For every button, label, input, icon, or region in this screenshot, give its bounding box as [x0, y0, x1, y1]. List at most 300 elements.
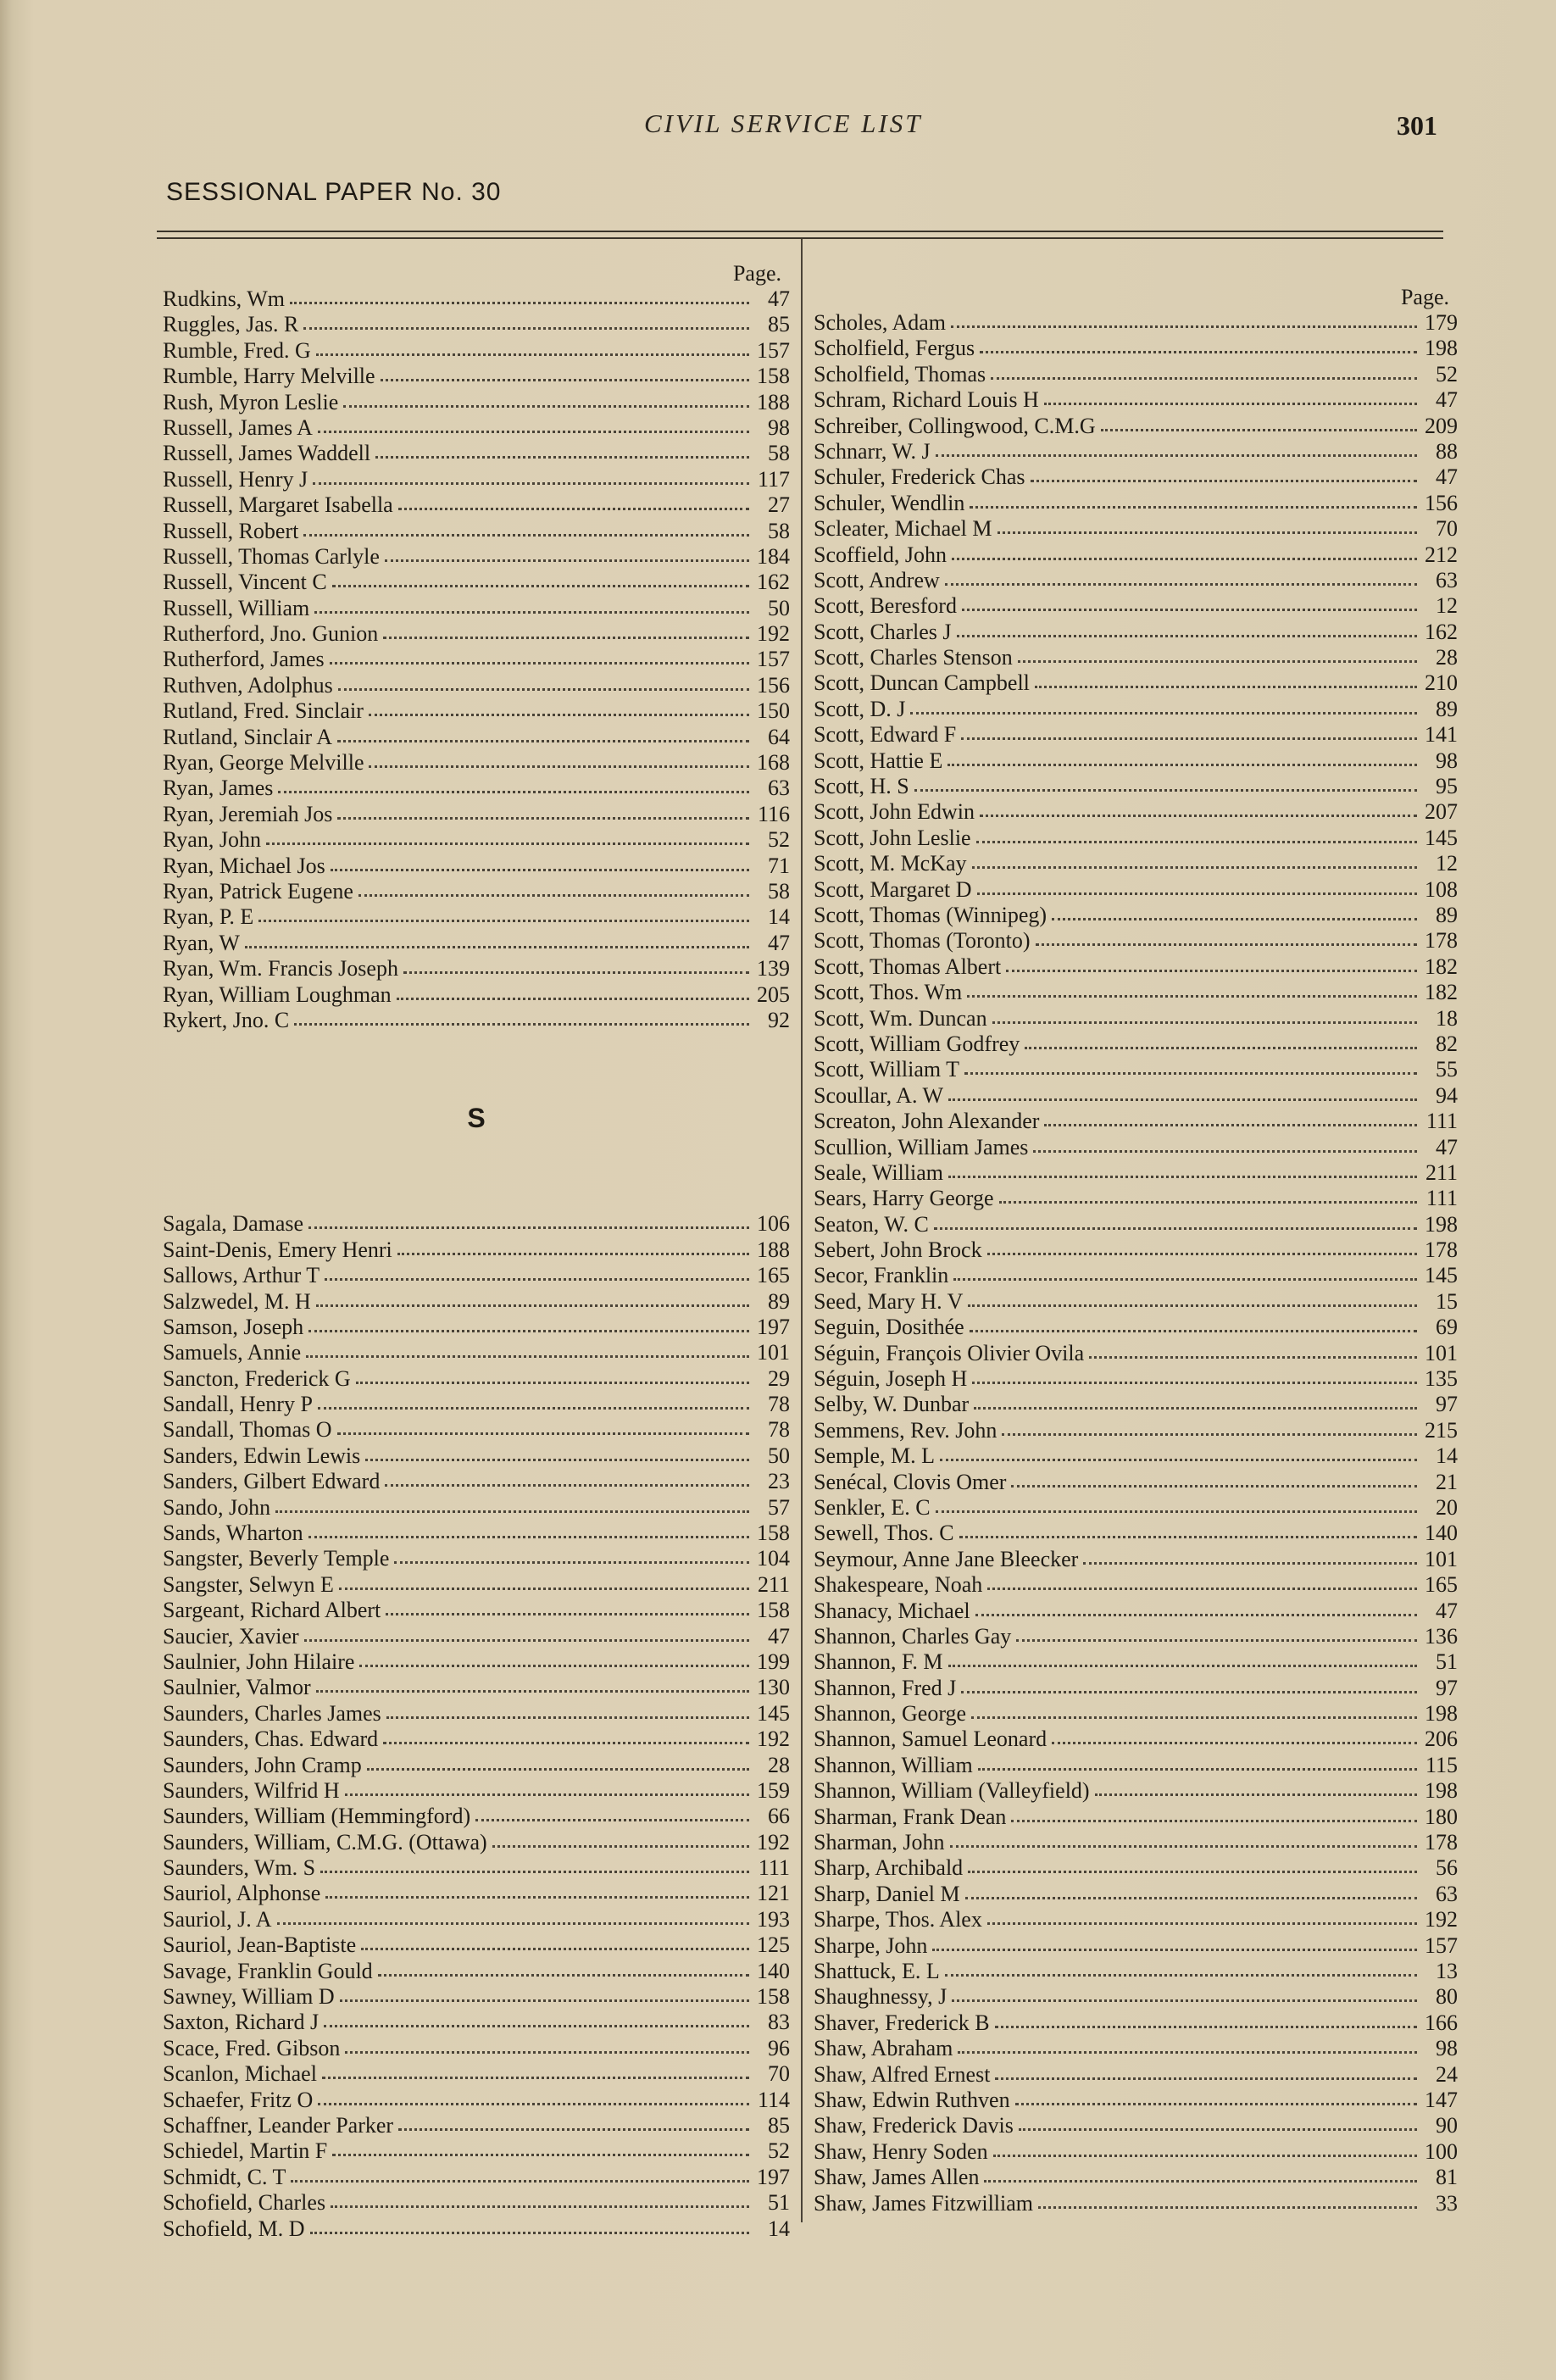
index-entry: [814, 954, 1458, 980]
entry-page: 97: [1436, 1675, 1458, 1700]
dot-leader: [1011, 1803, 1417, 1822]
index-entry: [163, 338, 790, 364]
entry-page: 47: [1436, 1134, 1458, 1159]
index-entry: [814, 1778, 1458, 1804]
entry-page: 28: [768, 1752, 790, 1777]
entry-page: 184: [757, 543, 790, 569]
entry-name: Shannon, Fred J: [814, 1675, 957, 1700]
entry-page: 70: [1436, 516, 1458, 542]
entry-page: 12: [1436, 851, 1458, 876]
index-entry: [163, 673, 790, 698]
dot-leader: [948, 1159, 1417, 1178]
dot-leader: [381, 362, 749, 381]
index-entry: [163, 1624, 790, 1649]
index-entry: [163, 2138, 790, 2164]
entry-page: 66: [768, 1804, 790, 1829]
dot-leader: [974, 1390, 1417, 1410]
index-entry: [814, 1315, 1458, 1340]
entry-name: Saunders, William (Hemmingford): [163, 1804, 471, 1829]
entry-name: Shannon, Samuel Leonard: [814, 1727, 1048, 1752]
dot-leader: [998, 514, 1418, 534]
entry-name: Ryan, John: [163, 827, 261, 853]
entry-name: Scott, Margaret D: [814, 876, 972, 902]
index-entry: [814, 1907, 1458, 1932]
index-entry: [814, 2191, 1458, 2216]
dot-leader: [325, 1879, 749, 1899]
index-entry: [814, 722, 1458, 748]
entry-name: Saunders, Wilfrid H: [163, 1777, 340, 1803]
entry-name: Russell, Henry J: [163, 466, 308, 492]
entry-name: Shannon, William (Valleyfield): [814, 1778, 1090, 1804]
index-entry: [814, 1366, 1458, 1392]
dot-leader: [936, 1493, 1417, 1513]
index-entry: [814, 1804, 1458, 1830]
index-entry: [814, 568, 1458, 593]
index-entry: [814, 2165, 1458, 2190]
dot-leader: [1052, 901, 1417, 920]
entry-name: Sauriol, J. A: [163, 1906, 272, 1932]
dot-leader: [397, 981, 749, 1000]
entry-page: 70: [768, 2061, 790, 2087]
entry-page: 21: [1436, 1469, 1458, 1494]
dot-leader: [978, 1751, 1417, 1771]
entries-r-list: [163, 286, 790, 1033]
entry-page: 156: [757, 672, 790, 698]
dot-leader: [987, 1905, 1417, 1925]
dot-leader: [959, 1519, 1417, 1538]
dot-leader: [318, 414, 749, 433]
entry-page: 64: [768, 724, 790, 749]
entry-page: 198: [1425, 1778, 1458, 1804]
index-entry: [163, 467, 790, 492]
entry-name: Saucier, Xavier: [163, 1623, 299, 1649]
entry-page: 162: [1425, 619, 1458, 644]
dot-leader: [950, 1828, 1417, 1848]
entry-page: 13: [1436, 1959, 1458, 1983]
entry-page: 193: [757, 1906, 790, 1932]
entry-name: Schiedel, Martin F: [163, 2138, 328, 2164]
index-entry: [163, 2190, 790, 2216]
dot-leader: [291, 2163, 749, 2183]
dot-leader: [948, 1648, 1418, 1667]
entry-page: 111: [1425, 1186, 1458, 1211]
index-entry: [814, 387, 1458, 413]
entry-page: 188: [757, 1237, 790, 1262]
index-entry: [163, 1598, 790, 1623]
index-entry: [814, 1676, 1458, 1701]
dot-leader: [1015, 2086, 1417, 2105]
entry-name: Schmidt, C. T: [163, 2164, 286, 2189]
index-entry: [814, 2139, 1458, 2165]
sessional-paper-label: SESSIONAL PAPER No. 30: [166, 178, 502, 206]
index-entry: [814, 1160, 1458, 1186]
index-entry: [814, 1701, 1458, 1727]
index-entry: [814, 1855, 1458, 1881]
index-entry: [814, 336, 1458, 361]
entry-page: 182: [1425, 954, 1458, 979]
entry-page: 47: [1436, 1598, 1458, 1623]
column-divider: [801, 239, 803, 2222]
entry-page: 108: [1425, 876, 1458, 902]
index-entry: [163, 1008, 790, 1033]
entry-page: 116: [757, 801, 790, 826]
entry-page: 198: [1425, 336, 1458, 361]
entry-name: Semple, M. L: [814, 1443, 935, 1469]
entry-name: Rutherford, Jno. Gunion: [163, 621, 379, 647]
index-entry: [814, 799, 1458, 825]
entry-name: Shanacy, Michael: [814, 1598, 970, 1623]
dot-leader: [910, 695, 1417, 715]
dot-leader: [968, 1854, 1417, 1873]
dot-leader: [975, 1597, 1417, 1616]
index-entry: [163, 1932, 790, 1958]
entry-name: Scott, Charles Stenson: [814, 645, 1013, 670]
entry-name: Senécal, Clovis Omer: [814, 1469, 1007, 1494]
entry-name: Samuels, Annie: [163, 1340, 302, 1365]
entry-name: Sangster, Beverly Temple: [163, 1546, 390, 1571]
entry-page: 145: [1425, 1263, 1458, 1288]
index-entry: [163, 286, 790, 312]
dot-leader: [914, 772, 1417, 792]
entry-name: Sanders, Gilbert Edward: [163, 1469, 381, 1494]
index-entry: [163, 2088, 790, 2113]
entry-name: Sandall, Thomas O: [163, 1417, 332, 1443]
entry-name: Screaton, John Alexander: [814, 1109, 1040, 1134]
index-entry: [814, 1753, 1458, 1778]
index-entry: [163, 415, 790, 441]
index-entry: [814, 1109, 1458, 1134]
dot-leader: [1002, 1416, 1417, 1436]
entry-page: 104: [757, 1546, 790, 1571]
entry-page: 140: [757, 1958, 790, 1983]
dot-leader: [1031, 463, 1417, 482]
entry-page: 33: [1436, 2190, 1458, 2216]
dot-leader: [337, 1415, 749, 1435]
entry-name: Shannon, Charles Gay: [814, 1623, 1012, 1649]
index-entry: [163, 1315, 790, 1340]
entry-name: Shaw, Edwin Ruthven: [814, 2087, 1010, 2112]
index-entry: [814, 542, 1458, 568]
dot-leader: [1083, 1545, 1417, 1565]
dot-leader: [967, 978, 1417, 998]
entry-page: 18: [1436, 1005, 1458, 1031]
index-entry: [814, 826, 1458, 851]
dot-leader: [952, 1982, 1417, 2002]
entry-page: 63: [1436, 567, 1458, 592]
dot-leader: [386, 1699, 749, 1719]
entry-page: 179: [1425, 310, 1458, 335]
index-entry: [163, 364, 790, 389]
entry-name: Shaughnessy, J: [814, 1984, 947, 2010]
entry-page: 98: [1436, 748, 1458, 773]
entry-page: 111: [758, 1855, 790, 1881]
index-entry: [163, 621, 790, 647]
entry-page: 192: [1425, 1907, 1458, 1932]
dot-leader: [331, 2188, 749, 2208]
dot-leader: [1095, 1777, 1417, 1796]
entry-name: Sancton, Frederick G: [163, 1365, 351, 1391]
entry-page: 23: [768, 1469, 790, 1494]
dot-leader: [325, 1261, 749, 1281]
entry-page: 29: [768, 1365, 790, 1391]
index-entry: [163, 1263, 790, 1288]
dot-leader: [962, 592, 1417, 611]
index-entry: [814, 1212, 1458, 1237]
entry-page: 101: [1425, 1546, 1458, 1571]
entry-name: Scullion, William James: [814, 1134, 1029, 1159]
entry-page: 20: [1436, 1494, 1458, 1520]
entry-name: Ryan, Patrick Eugene: [163, 878, 353, 904]
index-entry: [814, 1599, 1458, 1624]
entry-page: 125: [757, 1932, 790, 1958]
index-entry: [163, 441, 790, 466]
index-entry: [814, 516, 1458, 542]
dot-leader: [987, 1571, 1417, 1590]
entry-page: 192: [757, 621, 790, 647]
index-entry: [163, 1778, 790, 1804]
entry-name: Rykert, Jno. C: [163, 1007, 290, 1032]
entry-name: Seguin, Dosithée: [814, 1315, 964, 1340]
entry-page: 51: [768, 2190, 790, 2216]
dot-leader: [972, 1365, 1417, 1384]
dot-leader: [258, 903, 749, 922]
index-entry: [814, 1032, 1458, 1057]
entry-name: Scott, Thomas Albert: [814, 954, 1002, 979]
dot-leader: [977, 876, 1417, 895]
index-entry: [163, 596, 790, 621]
entry-page: 78: [768, 1392, 790, 1417]
entry-name: Sando, John: [163, 1494, 271, 1520]
dot-leader: [1016, 1622, 1417, 1642]
index-entry: [814, 1392, 1458, 1417]
dot-leader: [948, 1082, 1417, 1101]
index-entry: [163, 2010, 790, 2035]
index-entry: [814, 1959, 1458, 1984]
index-entry: [163, 1521, 790, 1546]
index-entry: [814, 928, 1458, 954]
entry-name: Russell, Margaret Isabella: [163, 492, 393, 518]
entry-name: Ryan, George Melville: [163, 750, 364, 776]
entry-name: Scott, Thomas (Winnipeg): [814, 902, 1048, 927]
index-entry: [814, 1882, 1458, 1907]
index-entry: [163, 519, 790, 544]
entry-page: 63: [768, 776, 790, 801]
dot-leader: [398, 491, 749, 510]
index-entry: [814, 1830, 1458, 1855]
index-entry: [163, 750, 790, 776]
entry-name: Sharman, John: [814, 1830, 945, 1855]
index-entry: [814, 774, 1458, 799]
entry-name: Scott, H. S: [814, 774, 909, 799]
dot-leader: [290, 285, 749, 304]
entry-name: Scott, Charles J: [814, 619, 952, 644]
dot-leader: [1044, 1107, 1417, 1126]
dot-leader: [332, 568, 749, 587]
entry-page: 136: [1425, 1623, 1458, 1649]
dot-leader: [968, 1287, 1417, 1307]
dot-leader: [1035, 669, 1417, 688]
index-entry: [814, 1984, 1458, 2010]
index-entry: [163, 1546, 790, 1571]
dot-leader: [961, 720, 1417, 740]
index-entry: [163, 1855, 790, 1881]
index-entry: [163, 2061, 790, 2087]
entry-name: Scott, Edward F: [814, 722, 957, 748]
dot-leader: [1033, 1133, 1417, 1153]
dot-leader: [337, 723, 749, 742]
entry-page: 139: [757, 956, 790, 981]
dot-leader: [1025, 1030, 1417, 1049]
entry-name: Scott, D. J: [814, 696, 906, 721]
dot-leader: [934, 1210, 1417, 1230]
entry-page: 88: [1436, 438, 1458, 464]
dot-leader: [1011, 1468, 1417, 1488]
entry-page: 182: [1425, 980, 1458, 1005]
entry-page: 101: [1425, 1340, 1458, 1365]
dot-leader: [303, 517, 749, 537]
entry-page: 89: [1436, 902, 1458, 927]
index-entry: [814, 439, 1458, 464]
dot-leader: [980, 334, 1417, 353]
index-entry: [814, 1495, 1458, 1521]
entry-page: 114: [757, 2087, 790, 2112]
entry-page: 52: [1436, 361, 1458, 386]
index-entry: [814, 1443, 1458, 1469]
index-entry: [814, 851, 1458, 876]
dot-leader: [403, 954, 749, 974]
dot-leader: [345, 1777, 749, 1796]
entry-name: Sharp, Daniel M: [814, 1881, 960, 1906]
dot-leader: [945, 1957, 1417, 1977]
entry-name: Schofield, Charles: [163, 2190, 326, 2216]
index-entry: [814, 1057, 1458, 1082]
dot-leader: [991, 360, 1417, 380]
entry-page: 24: [1436, 2061, 1458, 2087]
entry-page: 80: [1436, 1984, 1458, 2010]
dot-leader: [308, 1313, 749, 1332]
index-entry: [163, 1830, 790, 1855]
entry-page: 15: [1436, 1288, 1458, 1314]
entry-page: 47: [1436, 387, 1458, 413]
entry-page: 47: [768, 930, 790, 955]
dot-leader: [375, 439, 749, 459]
entry-page: 158: [757, 1984, 790, 2010]
entry-page: 52: [768, 2138, 790, 2164]
dot-leader: [1089, 1339, 1417, 1359]
index-entry: [163, 2036, 790, 2061]
dot-leader: [337, 800, 749, 820]
dot-leader: [947, 747, 1417, 766]
dot-leader: [475, 1802, 749, 1821]
entry-page: 197: [757, 1314, 790, 1339]
index-entry: [814, 1186, 1458, 1211]
entry-page: 178: [1425, 1237, 1458, 1263]
entry-name: Saunders, Chas. Edward: [163, 1727, 379, 1752]
index-entry: [814, 362, 1458, 387]
dot-leader: [971, 1699, 1417, 1719]
entry-page: 157: [757, 647, 790, 672]
index-entry: [163, 1495, 790, 1521]
entry-name: Rumble, Fred. G: [163, 337, 311, 363]
dot-leader: [970, 489, 1417, 509]
entry-name: Schuler, Wendlin: [814, 490, 965, 515]
entry-name: Sandall, Henry P: [163, 1392, 313, 1417]
entry-page: 115: [1425, 1752, 1458, 1777]
dot-leader: [972, 849, 1417, 869]
index-entry: [814, 877, 1458, 903]
index-entry: [814, 491, 1458, 516]
dot-leader: [365, 1442, 749, 1461]
entry-name: Shaw, Henry Soden: [814, 2138, 988, 2164]
entry-name: Scace, Fred. Gibson: [163, 2035, 341, 2060]
index-entry: [163, 854, 790, 879]
dot-leader: [318, 2086, 749, 2105]
index-entry: [814, 1649, 1458, 1675]
dot-leader: [964, 1055, 1417, 1075]
index-entry: [814, 1933, 1458, 1959]
dot-leader: [995, 2009, 1417, 2028]
dot-leader: [993, 2138, 1417, 2157]
entry-name: Rumble, Harry Melville: [163, 364, 375, 389]
entry-page: 135: [1425, 1366, 1458, 1392]
entry-page: 180: [1425, 1804, 1458, 1829]
entry-name: Russell, James Waddell: [163, 441, 371, 466]
dot-leader: [303, 310, 749, 330]
entry-name: Scott, Hattie E: [814, 748, 943, 773]
entry-page: 89: [768, 1288, 790, 1314]
entry-name: Schaffner, Leander Parker: [163, 2113, 394, 2138]
dot-leader: [313, 465, 749, 485]
dot-leader: [367, 1751, 749, 1771]
index-entry: [814, 310, 1458, 336]
entry-page: 97: [1436, 1392, 1458, 1417]
entry-name: Sebert, John Brock: [814, 1237, 982, 1263]
entry-page: 98: [768, 414, 790, 440]
entry-page: 12: [1436, 593, 1458, 619]
dot-leader: [369, 697, 749, 716]
entry-name: Ryan, W: [163, 930, 240, 955]
entry-name: Ryan, Michael Jos: [163, 853, 325, 878]
entry-page: 85: [768, 2113, 790, 2138]
index-entry: [163, 1675, 790, 1700]
entry-name: Shakespeare, Noah: [814, 1572, 983, 1598]
dot-leader: [356, 1365, 749, 1384]
entry-name: Shaver, Frederick B: [814, 2010, 990, 2035]
dot-leader: [958, 2034, 1417, 2054]
dot-leader: [369, 748, 749, 768]
entry-page: 188: [757, 389, 790, 414]
entry-page: 165: [757, 1263, 790, 1288]
dot-leader: [314, 594, 749, 614]
index-entry: [163, 647, 790, 672]
entry-name: Salzwedel, M. H: [163, 1288, 311, 1314]
dot-leader: [1036, 926, 1417, 946]
dot-leader: [294, 1006, 749, 1026]
dot-leader: [266, 826, 749, 845]
entry-page: 121: [757, 1881, 790, 1906]
entry-name: Seed, Mary H. V: [814, 1288, 964, 1314]
entry-name: Ryan, Jeremiah Jos: [163, 801, 333, 826]
entry-name: Russell, Thomas Carlyle: [163, 543, 380, 569]
entry-page: 210: [1425, 670, 1458, 696]
left-column: [163, 261, 790, 2242]
index-entry: [163, 1649, 790, 1675]
index-entry: [163, 2113, 790, 2138]
entry-name: Saunders, John Cramp: [163, 1752, 362, 1777]
dot-leader: [940, 1442, 1417, 1461]
entry-name: Rutherford, James: [163, 647, 325, 672]
entry-name: Sharpe, Thos. Alex: [814, 1907, 982, 1932]
